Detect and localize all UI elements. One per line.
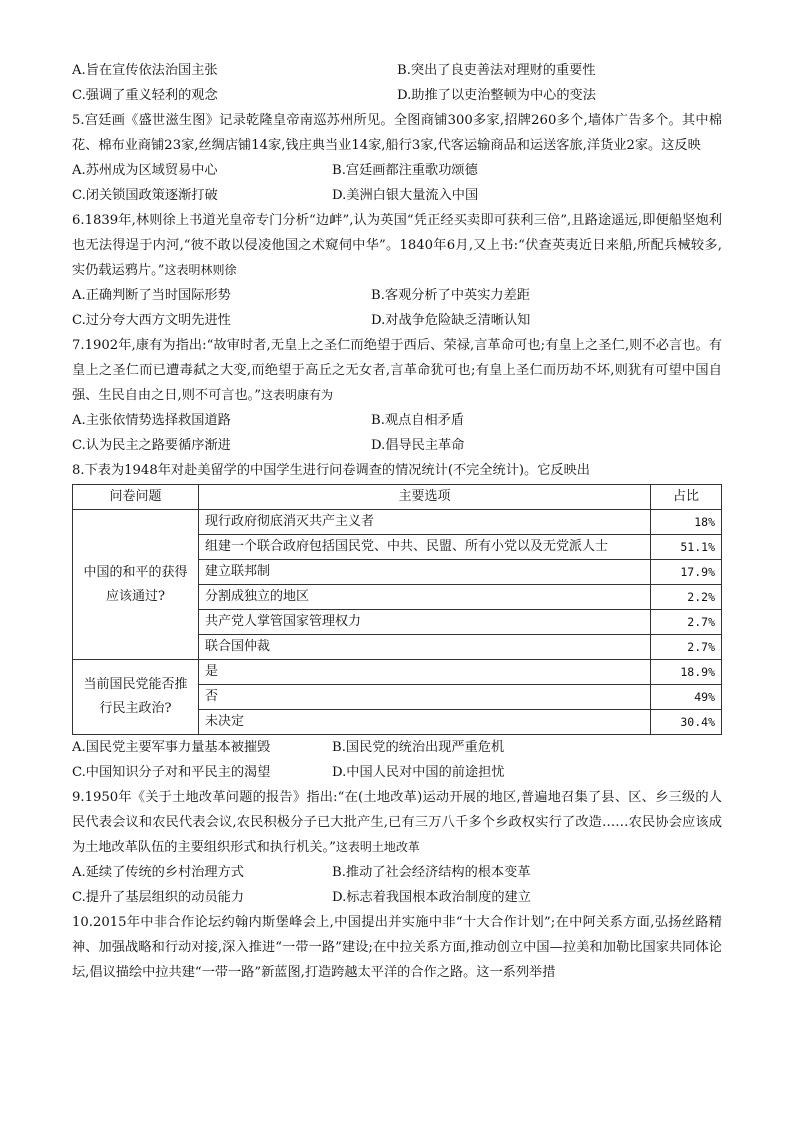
table-cell-option: 未决定 [199,710,651,735]
q6-option-b[interactable]: B.客观分析了中英实力差距 [371,288,530,303]
q4-option-d[interactable]: D.助推了以吏治整顿为中心的变法 [397,88,596,103]
q9-options-row2 [72,885,722,910]
q7-options-row1 [72,408,722,433]
q8-option-b[interactable]: B.国民党的统治出现严重危机 [332,740,505,755]
q6-stem-text: 6.1839年,林则徐上书道光皇帝专门分析“边衅”,认为英国“凭正经买卖即可获利三倍”,且路途遥远,即便船坚炮利也无法得逞于内河,“彼不敢以侵凌他国之术窥伺中华”。1840年6月,又上书:“伏查英夷近日来船,所配兵械较多,实仍载运鸦片。” [72,213,722,278]
q7-options-row2 [72,433,722,458]
q5-option-d[interactable]: D.美洲白银大量流入中国 [332,188,479,203]
q9-option-b[interactable]: B.推动了社会经济结构的根本变革 [332,865,531,880]
q9-options-row1 [72,860,722,885]
q8-options-row2 [72,760,722,785]
q8-option-d[interactable]: D.中国人民对中国的前途担忧 [332,765,505,780]
table-cell-pct: 17.9% [651,560,722,585]
q6-option-d[interactable]: D.对战争危险缺乏清晰认知 [371,313,531,328]
q6-stem [72,208,722,283]
q5-option-c[interactable]: C.闭关锁国政策逐渐打破 [72,188,218,203]
q9-option-d[interactable]: D.标志着我国根本政治制度的建立 [332,890,531,905]
table-cell-option: 组建一个联合政府包括国民党、中共、民盟、所有小党以及无党派人士 [199,535,651,560]
table-header-row [73,485,722,510]
table-header-option: 主要选项 [199,485,651,510]
table-cell-option: 否 [199,685,651,710]
q7-option-c[interactable]: C.认为民主之路要循序渐进 [72,438,231,453]
q9-stem-text: 9.1950年《关于土地改革问题的报告》指出:“在(土地改革)运动开展的地区,普遍地召集了县、区、乡三级的人民代表会议和农民代表会议,农民积极分子已大批产生,已有三万八千多个乡政权实行了改造……农民协会应该成为土地改革队伍的主要组织形式和执行机关。” [72,790,722,855]
q6-option-c[interactable]: C.过分夸大西方文明先进性 [72,313,231,328]
q5-options-row1 [72,158,722,183]
q4-options-row1 [72,58,722,83]
table-row [73,510,722,535]
table-group1-question: 中国的和平的获得应该通过? [73,510,199,660]
q7-stem-text: 7.1902年,康有为指出:“故审时者,无皇上之圣仁而绝望于西后、荣禄,言革命可也;有皇上之圣仁,则不必言也。有皇上之圣仁而已遭毒弑之大变,而绝望于高丘之无女者,言革命犹可也;有皇上圣仁而历劫不坏,则犹有可望中国自强、生民自由之日,则不可言也。” [72,338,722,403]
q5-option-a[interactable]: A.苏州成为区域贸易中心 [72,163,218,178]
q7-stem [72,333,722,408]
q9-stem [72,785,722,860]
q4-option-b[interactable]: B.突出了良吏善法对理财的重要性 [397,63,596,78]
q5-stem: 5.宫廷画《盛世滋生图》记录乾隆皇帝南巡苏州所见。全图商铺300多家,招牌260多个,墙体广告多个。其中棉花、棉布业商铺23家,丝绸店铺14家,钱庄典当业14家,船行3家,代客运输商品和运送客旅,洋货业2家。这反映 [72,113,722,153]
q10-stem: 10.2015年中非合作论坛约翰内斯堡峰会上,中国提出并实施中非“十大合作计划”;在中阿关系方面,弘扬丝路精神、加强战略和行动对接,深入推进“一带一路”建设;在中拉关系方面,推动创立中国—拉美和加勒比国家共同体论坛,倡议描绘中拉共建“一带一路”新蓝图,打造跨越太平洋的合作之路。这一系列举措 [72,915,722,980]
q9-option-a[interactable]: A.延续了传统的乡村治理方式 [72,865,244,880]
q8-option-a[interactable]: A.国民党主要军事力量基本被摧毁 [72,740,271,755]
q8-stem: 8.下表为1948年对赴美留学的中国学生进行问卷调查的情况统计(不完全统计)。它反映出 [72,463,590,478]
q6-options-row1 [72,283,722,308]
exam-page [72,58,722,985]
q7-option-b[interactable]: B.观点自相矛盾 [371,413,465,428]
table-row [73,660,722,685]
q5-option-b[interactable]: B.宫廷画都注重歌功颂德 [332,163,478,178]
q7-stem-tail: 这表明康有为 [260,388,333,402]
table-group2-question: 当前国民党能否推行民主政治? [73,660,199,735]
q4-options-row2 [72,83,722,108]
table-cell-pct: 2.7% [651,610,722,635]
q6-option-a[interactable]: A.正确判断了当时国际形势 [72,288,231,303]
table-cell-option: 是 [199,660,651,685]
table-header-pct: 占比 [651,485,722,510]
table-cell-pct: 51.1% [651,535,722,560]
q9-option-c[interactable]: C.提升了基层组织的动员能力 [72,890,245,905]
table-cell-option: 现行政府彻底消灭共产主义者 [199,510,651,535]
table-cell-option: 共产党人掌管国家管理权力 [199,610,651,635]
q7-option-a[interactable]: A.主张依情势选择救国道路 [72,413,231,428]
q8-option-c[interactable]: C.中国知识分子对和平民主的渴望 [72,765,271,780]
q4-option-a[interactable]: A.旨在宣传依法治国主张 [72,63,218,78]
table-cell-option: 分割成独立的地区 [199,585,651,610]
q5-options-row2 [72,183,722,208]
table-cell-pct: 30.4% [651,710,722,735]
table-cell-pct: 49% [651,685,722,710]
table-cell-pct: 18% [651,510,722,535]
table-cell-pct: 2.7% [651,635,722,660]
q4-option-c[interactable]: C.强调了重义轻利的观念 [72,88,218,103]
table-cell-pct: 18.9% [651,660,722,685]
q7-option-d[interactable]: D.倡导民主革命 [371,438,465,453]
survey-table [72,484,722,735]
q8-options-row1 [72,735,722,760]
q9-stem-tail: 这表明土地改革 [335,840,420,854]
table-cell-option: 建立联邦制 [199,560,651,585]
q6-stem-tail: 这表明林则徐 [164,263,237,277]
table-cell-option: 联合国仲裁 [199,635,651,660]
q6-options-row2 [72,308,722,333]
table-cell-pct: 2.2% [651,585,722,610]
table-header-question: 问卷问题 [73,485,199,510]
